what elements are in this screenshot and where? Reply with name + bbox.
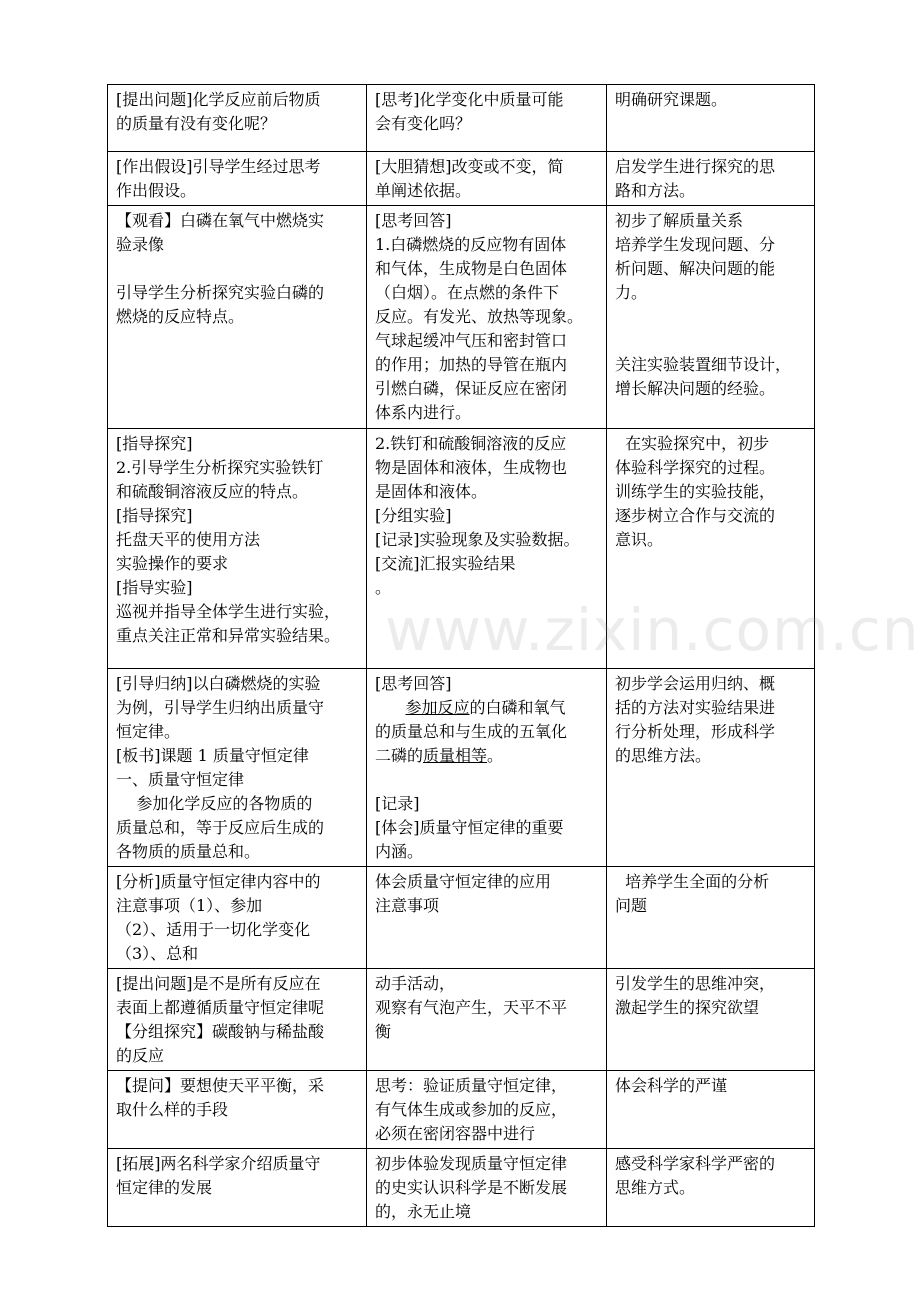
table-row — [108, 969, 815, 1071]
cell-line: [记录] — [375, 794, 420, 813]
cell-line: 1.白磷燃烧的反应物有固体 — [375, 235, 567, 254]
underlined-text: 参加反应 — [405, 698, 470, 717]
cell-line: 明确研究课题。 — [615, 90, 728, 109]
student-activity-cell — [367, 669, 607, 867]
cell-line: 参加反应的白磷和氧气 — [405, 698, 566, 717]
cell-line: [指导探究] — [116, 506, 193, 525]
cell-line: [分析]质量守恒定律内容中的 — [116, 872, 321, 891]
cell-line: 力。 — [615, 283, 648, 302]
design-intent-cell — [607, 85, 815, 152]
teacher-activity-cell — [108, 85, 367, 152]
cell-line: [指导探究] — [116, 434, 193, 453]
cell-line: 动手活动， — [375, 974, 456, 993]
cell-line: 验录像 — [116, 235, 165, 254]
cell-line: 问题 — [615, 896, 648, 915]
cell-line: [大胆猜想]改变或不变，简 — [375, 157, 564, 176]
student-activity-cell — [367, 152, 607, 206]
cell-line: 引导学生分析探究实验白磷的 — [116, 283, 325, 302]
teacher-activity-cell — [108, 669, 367, 867]
cell-line: 析问题、解决问题的能 — [615, 259, 776, 278]
cell-line: [思考回答] — [375, 211, 452, 230]
student-activity-cell — [367, 867, 607, 969]
table-row — [108, 1149, 815, 1227]
cell-line: 的思维方法。 — [615, 746, 712, 765]
cell-line: 和硫酸铜溶液反应的特点。 — [116, 482, 309, 501]
design-intent-cell — [607, 969, 815, 1071]
cell-line: 是固体和液体。 — [375, 482, 488, 501]
student-activity-cell — [367, 85, 607, 152]
teacher-activity-cell — [108, 867, 367, 969]
cell-line: 的史实认识科学是不断发展 — [375, 1178, 568, 1197]
teacher-activity-cell — [108, 1149, 367, 1227]
cell-line: 一、质量守恒定律 — [116, 770, 245, 789]
cell-line: [板书]课题 1 质量守恒定律 — [116, 746, 309, 765]
design-intent-cell — [607, 152, 815, 206]
cell-line: 恒定律。 — [116, 722, 181, 741]
cell-line: 行分析处理，形成科学 — [615, 722, 776, 741]
cell-line: 体会质量守恒定律的应用 — [375, 872, 552, 891]
cell-line: 的质量总和与生成的五氧化 — [375, 722, 568, 741]
cell-line: [指导实验] — [116, 578, 193, 597]
cell-line: （3）、总和 — [116, 944, 199, 963]
cell-line: 注意事项（1）、参加 — [116, 896, 263, 915]
cell-line: 路和方法。 — [615, 181, 696, 200]
cell-line: 培养学生全面的分析 — [615, 872, 770, 891]
cell-line: 气球起缓冲气压和密封管口 — [375, 331, 568, 350]
cell-line: 【分组探究】碳酸钠与稀盐酸 — [116, 1022, 325, 1041]
teacher-activity-cell — [108, 1071, 367, 1149]
cell-line: 重点关注正常和异常实验结果。 — [116, 626, 341, 645]
cell-line: 思维方式。 — [615, 1178, 696, 1197]
cell-line: 注意事项 — [375, 896, 440, 915]
table-row — [108, 1071, 815, 1149]
cell-line: 意识。 — [615, 530, 664, 549]
cell-line: 会有变化吗？ — [375, 114, 472, 133]
cell-line: 恒定律的发展 — [116, 1178, 213, 1197]
cell-line: 2.引导学生分析探究实验铁钉 — [116, 458, 324, 477]
cell-line: 必须在密闭容器中进行 — [375, 1124, 536, 1143]
cell-line: 思考：验证质量守恒定律， — [375, 1076, 568, 1095]
cell-line: [提出问题]是不是所有反应在 — [116, 974, 321, 993]
table-row — [108, 85, 815, 152]
design-intent-cell — [607, 867, 815, 969]
cell-line: [分组实验] — [375, 506, 452, 525]
cell-line: 内涵。 — [375, 842, 424, 861]
cell-line: 【观看】白磷在氧气中燃烧实 — [116, 211, 325, 230]
student-activity-cell — [367, 969, 607, 1071]
cell-line: 2.铁钉和硫酸铜溶液的反应 — [375, 434, 567, 453]
cell-line: 燃烧的反应特点。 — [116, 307, 245, 326]
watermark: www.zixin.com.cn — [385, 596, 920, 664]
table-row — [108, 206, 815, 429]
lesson-plan-table — [107, 84, 815, 1227]
cell-line: 单阐述依据。 — [375, 181, 472, 200]
teacher-activity-cell — [108, 206, 367, 429]
cell-line: [交流]汇报实验结果 — [375, 554, 516, 573]
cell-line: 在实验探究中，初步 — [615, 434, 770, 453]
cell-line: [拓展]两名科学家介绍质量守 — [116, 1154, 321, 1173]
cell-line: 体验科学探究的过程。 — [615, 458, 776, 477]
cell-line: 【提问】要想使天平平衡，采 — [116, 1076, 325, 1095]
cell-line: 托盘天平的使用方法 — [116, 530, 261, 549]
cell-line: （白烟）。在点燃的条件下 — [375, 283, 560, 302]
cell-line: [作出假设]引导学生经过思考 — [116, 157, 321, 176]
cell-line: [引导归纳]以白磷燃烧的实验 — [116, 674, 321, 693]
cell-line: 括的方法对实验结果进 — [615, 698, 776, 717]
cell-line: 二磷的质量相等。 — [375, 746, 504, 765]
cell-line: 启发学生进行探究的思 — [615, 157, 776, 176]
design-intent-cell — [607, 429, 815, 669]
teacher-activity-cell — [108, 152, 367, 206]
cell-line — [116, 257, 360, 281]
cell-line: 的质量有没有变化呢？ — [116, 114, 277, 133]
cell-line: 反应。有发光、放热等现象。 — [375, 307, 584, 326]
cell-line: [体会]质量守恒定律的重要 — [375, 818, 564, 837]
cell-line: 物是固体和液体，生成物也 — [375, 458, 568, 477]
cell-line: [思考回答] — [375, 674, 452, 693]
underlined-text: 质量相等 — [423, 746, 488, 765]
design-intent-cell — [607, 1149, 815, 1227]
cell-line: 增长解决问题的经验。 — [615, 379, 776, 398]
student-activity-cell — [367, 1149, 607, 1227]
cell-line: 和气体，生成物是白色固体 — [375, 259, 568, 278]
design-intent-cell — [607, 206, 815, 429]
cell-line: （2）、适用于一切化学变化 — [116, 920, 311, 939]
cell-line: 初步体验发现质量守恒定律 — [375, 1154, 568, 1173]
cell-line: [记录]实验现象及实验数据。 — [375, 530, 580, 549]
cell-line: 体会科学的严谨 — [615, 1076, 728, 1095]
table-row — [108, 669, 815, 867]
table-row — [108, 867, 815, 969]
cell-line: 逐步树立合作与交流的 — [615, 506, 776, 525]
teacher-activity-cell — [108, 969, 367, 1071]
cell-line: 观察有气泡产生，天平不平 — [375, 998, 568, 1017]
cell-line: 引燃白磷，保证反应在密闭 — [375, 379, 568, 398]
cell-line: 表面上都遵循质量守恒定律呢 — [116, 998, 325, 1017]
cell-line: [提出问题]化学反应前后物质 — [116, 90, 321, 109]
cell-line: 的作用；加热的导管在瓶内 — [375, 355, 568, 374]
cell-line: 实验操作的要求 — [116, 554, 229, 573]
cell-line: 的反应 — [116, 1046, 165, 1065]
cell-line: 训练学生的实验技能， — [615, 482, 776, 501]
cell-line: 质量总和，等于反应后生成的 — [116, 818, 325, 837]
cell-line — [615, 329, 808, 353]
design-intent-cell — [607, 669, 815, 867]
cell-line: 各物质的质量总和。 — [116, 842, 261, 861]
cell-line: 体系内进行。 — [375, 403, 472, 422]
student-activity-cell — [367, 1071, 607, 1149]
teacher-activity-cell — [108, 429, 367, 669]
cell-line: 巡视并指导全体学生进行实验， — [116, 602, 341, 621]
cell-line: 初步学会运用归纳、概 — [615, 674, 776, 693]
student-activity-cell — [367, 429, 607, 669]
cell-line — [375, 768, 600, 792]
cell-line: 初步了解质量关系 — [615, 211, 744, 230]
cell-line: 作出假设。 — [116, 181, 197, 200]
cell-line: 衡 — [375, 1022, 392, 1041]
table-row — [108, 429, 815, 669]
cell-line: 为例，引导学生归纳出质量守 — [116, 698, 325, 717]
cell-line: 有气体生成或参加的反应， — [375, 1100, 568, 1119]
design-intent-cell — [607, 1071, 815, 1149]
cell-line: 关注实验装置细节设计， — [615, 355, 792, 374]
cell-line: 激起学生的探究欲望 — [615, 998, 760, 1017]
cell-line: 感受科学家科学严密的 — [615, 1154, 776, 1173]
cell-line: 参加化学反应的各物质的 — [116, 794, 313, 813]
student-activity-cell — [367, 206, 607, 429]
cell-line: 引发学生的思维冲突， — [615, 974, 776, 993]
cell-line: 。 — [375, 578, 392, 597]
cell-line: [思考]化学变化中质量可能 — [375, 90, 564, 109]
cell-line — [615, 305, 808, 329]
table-row — [108, 152, 815, 206]
cell-line: 培养学生发现问题、分 — [615, 235, 776, 254]
cell-line: 的，永无止境 — [375, 1202, 472, 1221]
cell-line: 取什么样的手段 — [116, 1100, 229, 1119]
